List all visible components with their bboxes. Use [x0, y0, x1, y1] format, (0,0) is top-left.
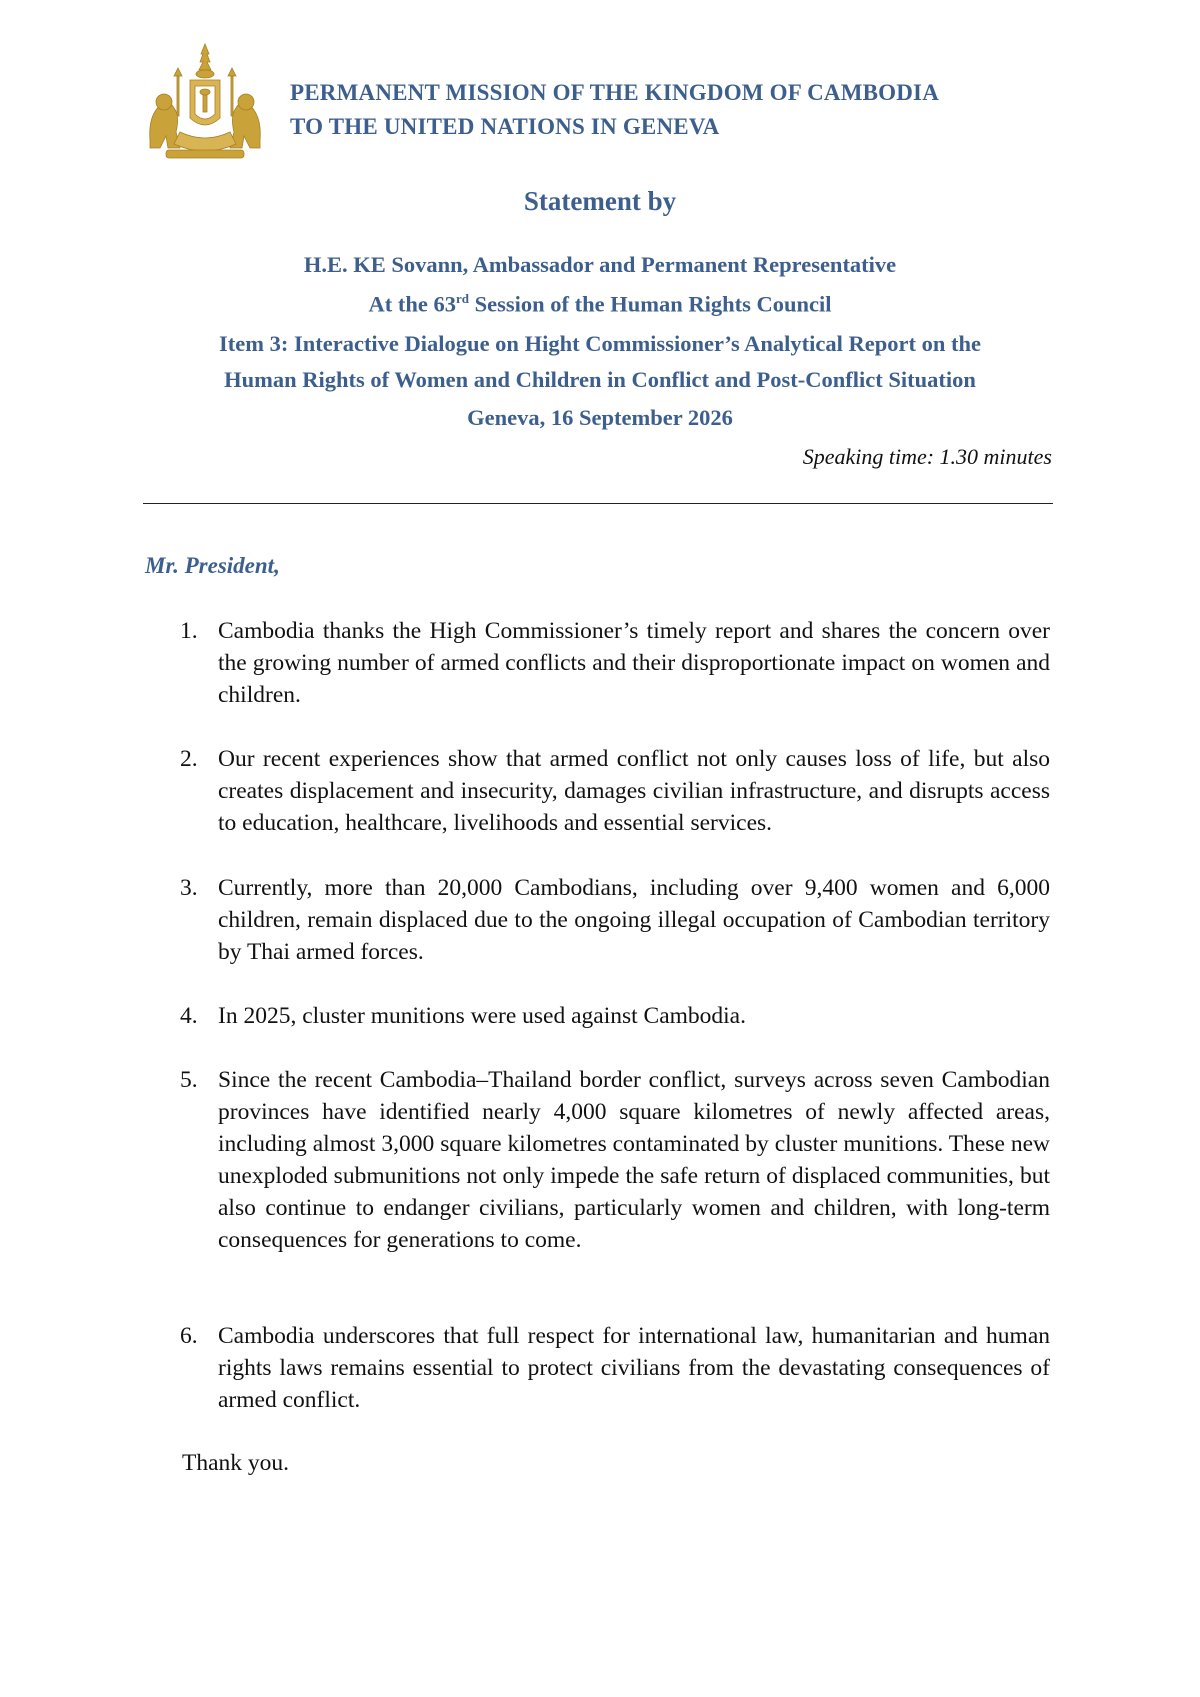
paragraph-3 — [180, 872, 1050, 968]
session-rest: Session of the Human Rights Council — [468, 291, 832, 317]
paragraph-text: Cambodia underscores that full respect for international law, humanitarian and human rights laws remains essential to protect civilians from the devastating consequences of armed conflict. — [218, 1323, 1050, 1413]
item-line-1: Item 3: Interactive Dialogue on Hight Commissioner’s Analytical Report on the — [219, 331, 981, 356]
paragraph-number: 4. — [180, 1003, 198, 1029]
paragraph-text: Currently, more than 20,000 Cambodians, including over 9,400 women and 6,000 children, remain displaced due to the ongoing illegal occupation of Cambodian territory by Thai armed forces. — [218, 875, 1050, 965]
paragraph-4 — [180, 1000, 1050, 1032]
royal-coat-of-arms-emblem — [140, 40, 270, 165]
paragraph-number: 3. — [180, 875, 198, 901]
paragraph-text: Cambodia thanks the High Commissioner’s timely report and shares the concern over the growing number of armed conflicts and their disproportionate impact on women and children. — [218, 618, 1050, 708]
salutation: Mr. President, — [145, 553, 280, 578]
paragraph-number: 6. — [180, 1323, 198, 1349]
mission-heading — [290, 76, 939, 144]
session-prefix: At the 63 — [368, 291, 456, 317]
place-date: Geneva, 16 September 2026 — [467, 405, 733, 430]
paragraph-number: 5. — [180, 1067, 198, 1093]
paragraph-1 — [180, 615, 1050, 711]
statement-title: Statement by — [523, 186, 677, 216]
paragraph-text: Since the recent Cambodia–Thailand border conflict, surveys across seven Cambodian provinces have identified nearly 4,000 square kilometres of newly affected areas, including almost 3,000 square kilometres contaminated by cluster munitions. These new unexploded submunitions not only impede the safe return of displaced communities, but also continue to endanger civilians, particularly women and children, with long-term consequences for generations to come. — [218, 1067, 1050, 1253]
speaker-line: H.E. KE Sovann, Ambassador and Permanent Representative — [303, 252, 897, 277]
mission-line-1: PERMANENT MISSION OF THE KINGDOM OF CAMBODIA — [290, 80, 940, 105]
session-ordinal-suffix: rd — [455, 291, 469, 306]
header-divider — [143, 503, 1053, 504]
speaking-time: Speaking time: 1.30 minutes — [802, 444, 1052, 469]
paragraph-5 — [180, 1064, 1050, 1256]
paragraph-6 — [180, 1320, 1050, 1416]
paragraph-text: Our recent experiences show that armed conflict not only causes loss of life, but also creates displacement and insecurity, damages civilian infrastructure, and disrupts access to education, healthcare, livelihoods and essential services. — [218, 746, 1050, 836]
mission-line-2: TO THE UNITED NATIONS IN GENEVA — [290, 114, 720, 139]
paragraph-text: In 2025, cluster munitions were used against Cambodia. — [218, 1003, 746, 1029]
paragraph-number: 2. — [180, 746, 198, 772]
paragraph-number: 1. — [180, 618, 198, 644]
paragraph-2 — [180, 743, 1050, 839]
closing-thanks: Thank you. — [182, 1450, 290, 1476]
session-line — [0, 291, 1200, 318]
item-line-2: Human Rights of Women and Children in Conflict and Post-Conflict Situation — [224, 367, 976, 392]
